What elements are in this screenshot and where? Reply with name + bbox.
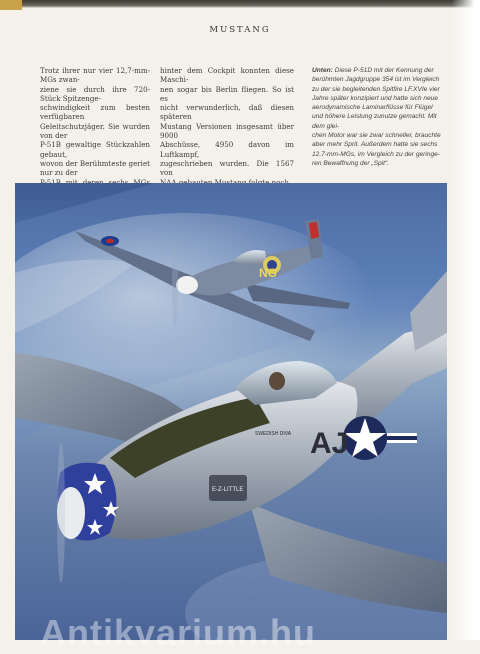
side-art-text: SWEDISH DIVA [255,431,292,437]
page-top-edge [0,0,480,8]
mustang-propeller-blur [57,443,65,583]
nose-art-text: E-Z-LITTLE [212,487,244,493]
caption-label: Unten: [312,67,333,74]
corner-mark [0,0,22,10]
aircraft-photo [15,183,447,640]
mustang-code: AJ [310,427,349,460]
body-text-column-2: hinter dem Cockpit konnten diese Maschi- nen sogar bis Berlin fliegen. So ist es nicht verwunderlich, daß diesen späteren Mustang Versionen insgesamt über 9000 Abschüsse, 4950 davon im Luftkampf, zugeschrieben wurden. Die 1567 von [160,66,294,178]
pilot [269,372,285,390]
photo-illustration [15,183,447,640]
spitfire-propeller-blur [172,239,178,327]
body-text-column-1: Trotz ihrer nur vier 12,7-mm-MGs zwan- ziene sie durch ihre 720-Stück Spitzenge- schwindigkeit zum besten verfügbaren Geleitschutzjäger. Sie wurden von der P-51B gewaltige Stückzahlen gebaut, wovon der Berühmteste geriet nur zu der [40,66,150,178]
running-header: MUSTANG [209,25,271,35]
caption-text: Diese P-51D mit der Kennung der berühmten Jagdgruppe 354 ist im Vergleich zu der sie begleitenden Spitfire LF.XVIe vier Jahre später konzipiert und hatte sich neue aerodynamische Laminarflüsse für Flügel und höhere Leistung zunutze gemacht. Mit dem glei- chen Motor war sie zwar schneller, brauchte aber mehr Sprit. Außerdem hatte sie sechs 12,7-mm-MGs, im Vergleich zu der geringe- ren Bewaffnung der „Spit“. [312,67,441,167]
photo-caption [312,66,448,168]
watermark: Antikvarium.hu [40,612,317,653]
spitfire-code: NG [259,266,277,280]
spitfire-spinner [176,276,198,294]
page-edge [452,0,480,640]
